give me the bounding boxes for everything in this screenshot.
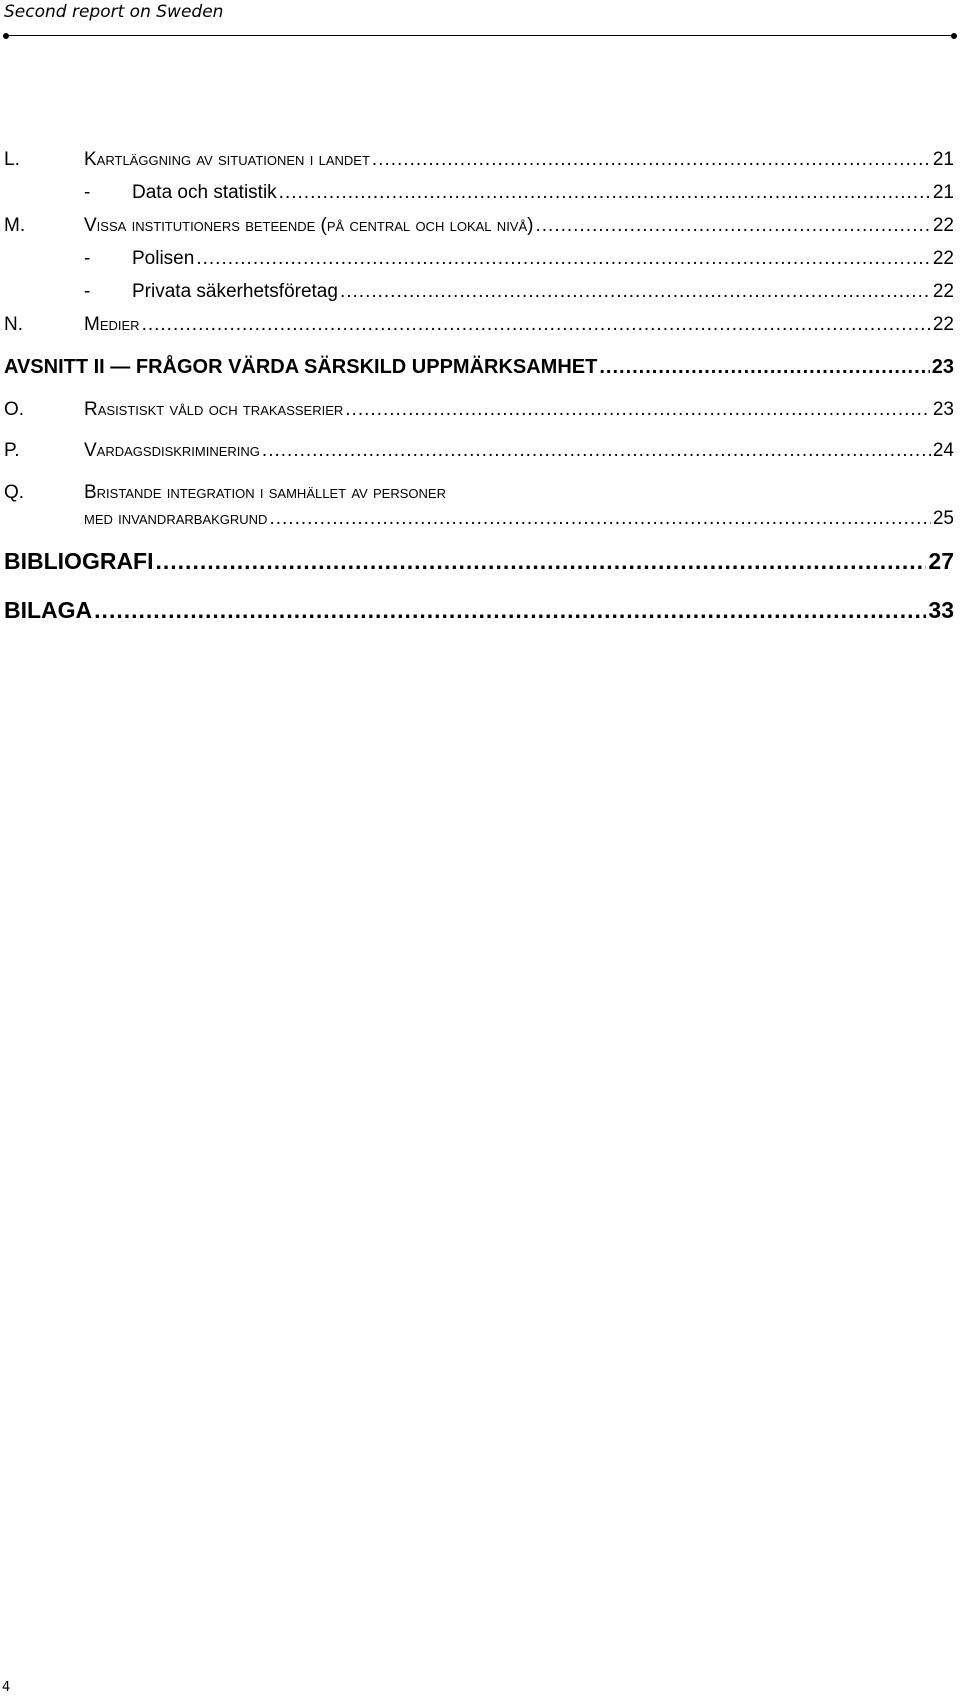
toc-page-number: 24 [932, 440, 954, 461]
toc-leader-dots [156, 546, 927, 576]
toc-page-number: 21 [932, 149, 954, 170]
toc-leader-dots [196, 246, 931, 272]
toc-letter: N. [4, 314, 23, 335]
toc-dash: - [84, 182, 91, 203]
toc-page-number: 23 [931, 356, 954, 378]
toc-entry-polisen[interactable] [84, 246, 954, 272]
toc-title-continued: med invandrarbakgrund [84, 508, 268, 529]
toc-title: Vissa institutioners beteende (på central och lokal nivå) [84, 215, 534, 236]
toc-page-number: 22 [932, 314, 954, 335]
toc-title: Privata säkerhetsföretag [132, 281, 338, 302]
toc-leader-dots [599, 354, 929, 380]
toc-leader-dots [345, 397, 931, 423]
toc-letter: Q. [4, 482, 25, 503]
toc-leader-dots [279, 180, 931, 206]
toc-letter: O. [4, 399, 25, 420]
toc-leader-dots [94, 595, 926, 625]
toc-letter: L. [4, 149, 20, 170]
toc-page-number: 33 [928, 597, 954, 623]
toc-leader-dots [262, 438, 931, 464]
toc-page-number: 27 [928, 548, 954, 574]
toc-leader-dots [535, 213, 930, 239]
toc-dash: - [84, 248, 91, 269]
toc-title: Vardagsdiskriminering [84, 440, 260, 461]
toc-title: Polisen [132, 248, 195, 269]
toc-section-avsnitt-ii[interactable] [4, 354, 954, 380]
toc-leader-dots [372, 147, 931, 173]
toc-leader-dots [142, 312, 931, 338]
toc-section-title: BIBLIOGRAFI [4, 548, 154, 574]
toc-section-title: AVSNITT II — FRÅGOR VÄRDA SÄRSKILD UPPMÄRKSAMHET [4, 356, 598, 378]
toc-leader-dots [340, 279, 931, 305]
running-header: Second report on Sweden [4, 2, 224, 22]
toc-title: Bristande integration i samhället av personer [84, 482, 446, 503]
toc-page-number: 22 [932, 248, 954, 269]
toc-leader-dots [269, 506, 930, 532]
toc-letter: M. [4, 215, 26, 236]
toc-entry-privata[interactable] [84, 279, 954, 305]
toc-letter: P. [4, 440, 20, 461]
toc-entry-n[interactable] [4, 312, 954, 338]
header-rule [6, 35, 954, 36]
toc-entry-l[interactable] [4, 147, 954, 173]
toc-title: Data och statistik [132, 182, 277, 203]
toc-entry-o[interactable] [4, 397, 954, 423]
toc-page-number: 25 [932, 508, 954, 529]
toc-page-number: 21 [932, 182, 954, 203]
toc-entry-q-line1[interactable] [4, 480, 954, 506]
toc-entry-m[interactable] [4, 213, 954, 239]
toc-section-bibliografi[interactable] [4, 546, 954, 576]
toc-title: Medier [84, 314, 140, 335]
toc-section-bilaga[interactable] [4, 595, 954, 625]
toc-title: Kartläggning av situationen i landet [84, 149, 370, 170]
page-number: 4 [2, 1680, 11, 1695]
toc-page-number: 23 [932, 399, 954, 420]
toc-section-title: BILAGA [4, 597, 93, 623]
toc-entry-data-och-statistik[interactable] [84, 180, 954, 206]
toc-entry-q-line2[interactable] [84, 506, 954, 532]
toc-page-number: 22 [932, 215, 954, 236]
toc-entry-p[interactable] [4, 438, 954, 464]
toc-title: Rasistiskt våld och trakasserier [84, 399, 344, 420]
toc-dash: - [84, 281, 91, 302]
toc-page-number: 22 [932, 281, 954, 302]
